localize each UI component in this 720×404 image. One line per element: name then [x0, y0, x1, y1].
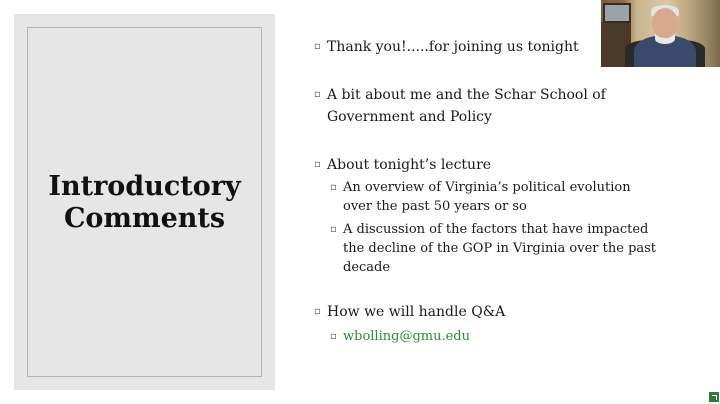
- sub-bullet-marker-icon: ▫: [330, 182, 337, 193]
- bullet-marker-icon: ▫: [314, 41, 321, 52]
- sub-bullet-line-1: A discussion of the factors that have impacted: [343, 222, 649, 237]
- presenter-head: [652, 8, 678, 38]
- sub-bullet-discussion: [330, 220, 684, 277]
- bullet-marker-icon: ▫: [314, 306, 321, 317]
- sub-bullet-line-2: the decline of the GOP in Virginia over the past: [343, 241, 657, 256]
- sub-bullet-marker-icon: ▫: [330, 331, 337, 342]
- bullet-text: Thank you!.....for joining us tonight: [327, 39, 579, 55]
- email-link[interactable]: wbolling@gmu.edu: [343, 329, 470, 344]
- sub-bullet-overview: [330, 178, 684, 216]
- title-panel: [14, 14, 275, 390]
- sub-bullet-email: [330, 327, 684, 346]
- sub-bullet-line-1: An overview of Virginia’s political evolution: [343, 180, 631, 195]
- sub-bullet-line-3: decade: [343, 260, 391, 275]
- presenter-video-thumbnail[interactable]: [601, 0, 720, 67]
- bullet-marker-icon: ▫: [314, 89, 321, 100]
- sub-bullet-marker-icon: ▫: [330, 224, 337, 235]
- slide-title: [48, 171, 240, 235]
- picture-frame-icon: [603, 3, 631, 23]
- bullet-item-qa: [314, 301, 684, 323]
- bullet-item-lecture: [314, 154, 684, 176]
- bullet-text: How we will handle Q&A: [327, 304, 506, 320]
- bullet-text-line-2: Government and Policy: [327, 109, 492, 125]
- expand-icon[interactable]: [709, 392, 719, 402]
- slide-title-line-2: Comments: [63, 202, 226, 234]
- bullet-marker-icon: ▫: [314, 159, 321, 170]
- bullet-list: [314, 36, 684, 346]
- bullet-text: About tonight’s lecture: [327, 157, 492, 173]
- bullet-text-line-1: A bit about me and the Schar School of: [327, 87, 606, 103]
- title-frame: [27, 27, 262, 377]
- slide-title-line-1: Introductory: [48, 170, 241, 202]
- bullet-item-about-me: [314, 84, 684, 128]
- sub-bullet-line-2: over the past 50 years or so: [343, 199, 527, 214]
